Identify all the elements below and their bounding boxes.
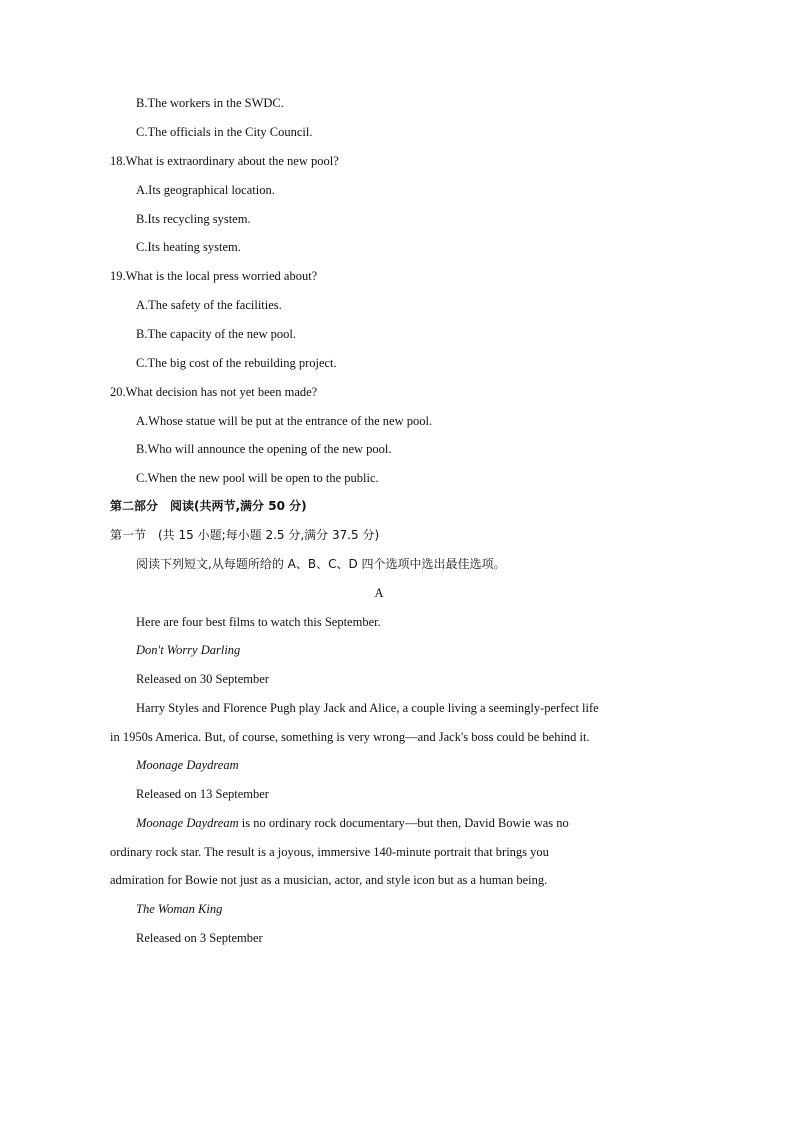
q18-option-b: B.Its recycling system. [136,212,251,226]
q18-option-c: C.Its heating system. [136,240,241,254]
q19-question: 19.What is the local press worried about? [110,269,318,283]
film1-desc-line1: Harry Styles and Florence Pugh play Jack and Alice, a couple living a seemingly-perfect life [136,701,599,715]
film1-release: Released on 30 September [136,672,269,686]
film2-release: Released on 13 September [136,787,269,801]
film2-desc-line1 [136,815,569,831]
film2-desc-line2: ordinary rock star. The result is a joyous, immersive 140-minute portrait that brings you [110,845,549,859]
q20-option-b: B.Who will announce the opening of the new pool. [136,442,392,456]
film2-desc-title: Moonage Daydream [136,816,239,830]
part2-heading: 第二部分 阅读(共两节,满分 50 分) [110,499,307,513]
q18-question: 18.What is extraordinary about the new pool? [110,154,339,168]
q19-option-b: B.The capacity of the new pool. [136,327,297,341]
instruction: 阅读下列短文,从每题所给的 A、B、C、D 四个选项中选出最佳选项。 [136,557,506,571]
film2-title: Moonage Daydream [136,758,239,772]
q20-question: 20.What decision has not yet been made? [110,385,318,399]
film3-title: The Woman King [136,902,223,916]
q19-option-a: A.The safety of the facilities. [136,298,282,312]
passage-intro: Here are four best films to watch this September. [136,615,381,629]
q19-option-c: C.The big cost of the rebuilding project. [136,356,337,370]
q20-option-c: C.When the new pool will be open to the public. [136,471,379,485]
film1-title: Don't Worry Darling [136,643,241,657]
film2-desc-line3: admiration for Bowie not just as a musician, actor, and style icon but as a human being. [110,873,548,887]
passage-letter: A [374,586,384,600]
film1-desc-line2: in 1950s America. But, of course, something is very wrong—and Jack's boss could be behind it. [110,730,590,744]
q20-option-a: A.Whose statue will be put at the entrance of the new pool. [136,414,433,428]
q17-option-c: C.The officials in the City Council. [136,125,313,139]
q18-option-a: A.Its geographical location. [136,183,275,197]
film2-desc-line1-rest: is no ordinary rock documentary—but then, David Bowie was no [238,816,569,830]
q17-option-b: B.The workers in the SWDC. [136,96,284,110]
section1-heading: 第一节 (共 15 小题;每小题 2.5 分,满分 37.5 分) [110,528,380,542]
film3-release: Released on 3 September [136,931,263,945]
